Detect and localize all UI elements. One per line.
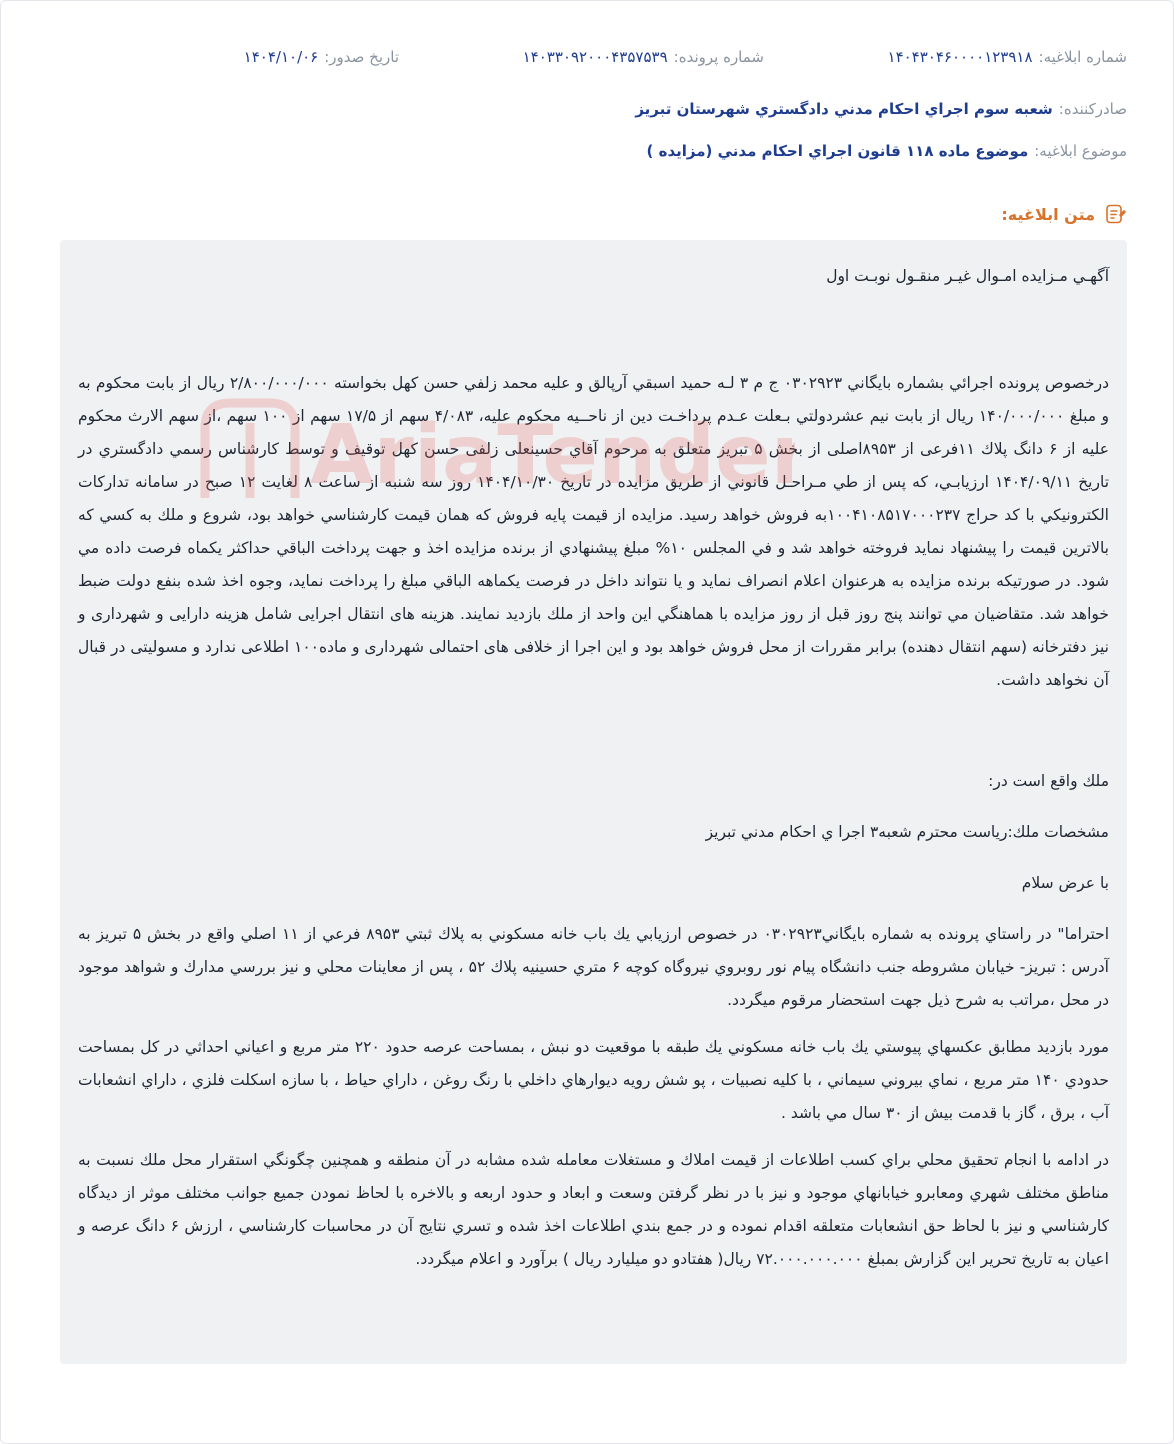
subject-label: موضوع ابلاغیه: <box>1034 142 1127 160</box>
issuer-label: صادرکننده: <box>1058 100 1127 118</box>
case-number-label: شماره پرونده: <box>673 48 764 66</box>
case-number <box>523 48 764 66</box>
notice-number-value: ۱۴۰۴۳۰۴۶۰۰۰۰۱۲۳۹۱۸ <box>887 48 1033 66</box>
issue-date <box>244 48 399 66</box>
issue-date-value: ۱۴۰۴/۱۰/۰۶ <box>243 48 319 66</box>
visit-description: مورد بازديد مطابق عكسهاي پيوستي يك باب خانه مسكوني يك طبقه با موقعيت دو نبش ، بمساحت عرصه حدود ۲۲۰ متر مربع و اعياني احداثي در كل بمساحت حدودي ۱۴۰ متر مربع ، نماي بيروني سيماني ، با كليه نصبيات ، پو شش رويه ديوارهاي داخلي با رنگ روغن ، داراي حياط ، با سازه اسكلت فلزي ، داراي انشعابات آب ، برق ، گاز با قدمت بيش از ۳۰ سال مي باشد . <box>78 1038 1109 1122</box>
auction-title: آگهـي مـزايده امـوال غيـر منقـول نوبـت اول <box>826 267 1109 285</box>
header-row-issuer <box>635 100 1127 118</box>
notice-content <box>60 240 1127 1364</box>
auction-main-text: درخصوص پرونده اجرائي بشماره بايگاني ۰۳۰۲۹۲۳ ج م ۳ لـه حميد اسبقي آرپالق و عليه محمد زلفي حسن كهل بخواسته ۲/۸۰۰/۰۰۰/۰۰۰ ريال از بابت محكوم به و مبلغ ۱۴۰/۰۰۰/۰۰۰ ريال از بابت نيم عشردولتي بـعلت عـدم پرداخـت دين از ناحــيه محكوم عليه، ۴/۰۸۳ سهم از ۱۷/۵ سهم از ۱۰۰ سهم ،از سهم الارث محكوم عليه از ۶ دانگ پلاك ۱۱فرعی از ۸۹۵۳اصلی از بخش ۵ تبريز متعلق به مرحوم آقاي حسينعلی زلفی حسن كهل توقيف و توسط كارشناس رسمي دادگستري در تاريخ ۱۴۰۴/۰۹/۱۱ ارزيابـي، كه پس از طي مـراحـل قانوني از طريق مزايده در تاريخ ۱۴۰۴/۱۰/۳۰ روز سه شنبه از ساعت ۸ لغايت ۱۲ صبح در سامانه تداركات الكترونيكي با كد حراج ۱۰۰۴۱۰۸۵۱۷۰۰۰۲۳۷به فروش خواهد رسيد. مزايده از قيمت پايه فروش كه همان قيمت كارشناسي خواهد بود، شروع و ملك به كسي كه بالاترين قيمت را پيشنهاد نمايد فروخته خواهد شد و في المجلس ۱۰% مبلغ پيشنهادي از برنده مزايده اخذ و جهت پرداخت الباقي حداكثر يكماه فرصت داده مي شود. در صورتيكه برنده مزايده به هرعنوان اعلام انصراف نمايد و يا نتواند داخل در فرصت يكماهه الباقي مبلغ را پرداخت نمايد، وجوه اخذ شده بنفع دولت ضبط خواهد شد. متقاضيان مي توانند پنج روز قبل از روز مزايده با هماهنگي اين واحد از ملك بازديد نمايند. هزينه های انتقال اجرايی شامل هزينه دارايی و شهرداری و نيز دفترخانه (سهم انتقال دهنده) برابر مقررات از محل فروش خواهد بود و اين اجرا از خلافی های احتمالی شهرداری و ماده۱۰۰ اطلاعی ندارد و مسوليتی در قبال آن نخواهد داشت. <box>78 374 1110 689</box>
property-spec: مشخصات ملك:رياست محترم شعبه۳ اجرا ي احكام مدني تبريز <box>705 823 1109 841</box>
notice-number-label: شماره ابلاغیه: <box>1038 48 1127 66</box>
notice-number <box>888 48 1127 66</box>
notice-text-title: متن ابلاغیه: <box>1001 204 1095 224</box>
expert-intro: احتراما" در راستاي پرونده به شماره بايگاني۰۳۰۲۹۲۳ در خصوص ارزيابي يك باب خانه مسكوني به پلاك ثبتي ۸۹۵۳ فرعي از ۱۱ اصلي واقع در بخش ۵ تبريز به آدرس : تبريز- خيابان مشروطه جنب دانشگاه پيام نور روبروي نيروگاه كوچه ۶ متري حسينيه پلاك ۵۲ ، پس از معاينات محلي و نيز بررسي مدارك و شواهد موجود در محل ،مراتب به شرح ذيل جهت استحضار مرقوم ميگردد. <box>78 925 1110 1009</box>
issue-date-label: تاریخ صدور: <box>324 48 399 66</box>
case-number-value: ۱۴۰۳۳۰۹۲۰۰۰۴۳۵۷۵۳۹ <box>522 48 668 66</box>
notice-text-heading <box>1001 202 1127 226</box>
location-heading: ملك واقع است در: <box>988 772 1109 790</box>
watermark-text: AriaTender <box>310 408 795 503</box>
greeting: با عرض سلام <box>1021 874 1109 892</box>
valuation-text: در ادامه با انجام تحقيق محلي براي كسب اطلاعات از قيمت املاك و مستغلات معامله شده مشابه در آن منطقه و همچنين چگونگي استقرار محل ملك نسبت به مناطق مختلف شهري ومعابرو خيابانهاي موجود و نيز با در نظر گرفتن وسعت و ابعاد و حدود اربعه و بالاخره با لحاظ نمودن جميع جوانب مختلف موثر از ديدگاه كارشناسي و نيز با لحاظ حق انشعابات متعلقه اقدام نموده و در جمع بندي اطلاعات اخذ شده و تسري نتايج آن در محاسبات كارشناسي ، ارزش ۶ دانگ عرصه و اعيان به تاريخ تحرير اين گزارش بمبلغ ۷۲.۰۰۰.۰۰۰.۰۰۰ ريال( هفتادو دو ميليارد ريال ) برآورد و اعلام ميگردد. <box>78 1151 1109 1268</box>
header-row-subject <box>647 142 1127 160</box>
issuer-value: شعبه سوم اجراي احكام مدني دادگستري شهرستان تبريز <box>635 100 1053 118</box>
document-text-icon <box>1103 202 1127 226</box>
subject-value: موضوع ماده ۱۱۸ قانون اجراي احكام مدني (مزايده ) <box>646 142 1029 160</box>
